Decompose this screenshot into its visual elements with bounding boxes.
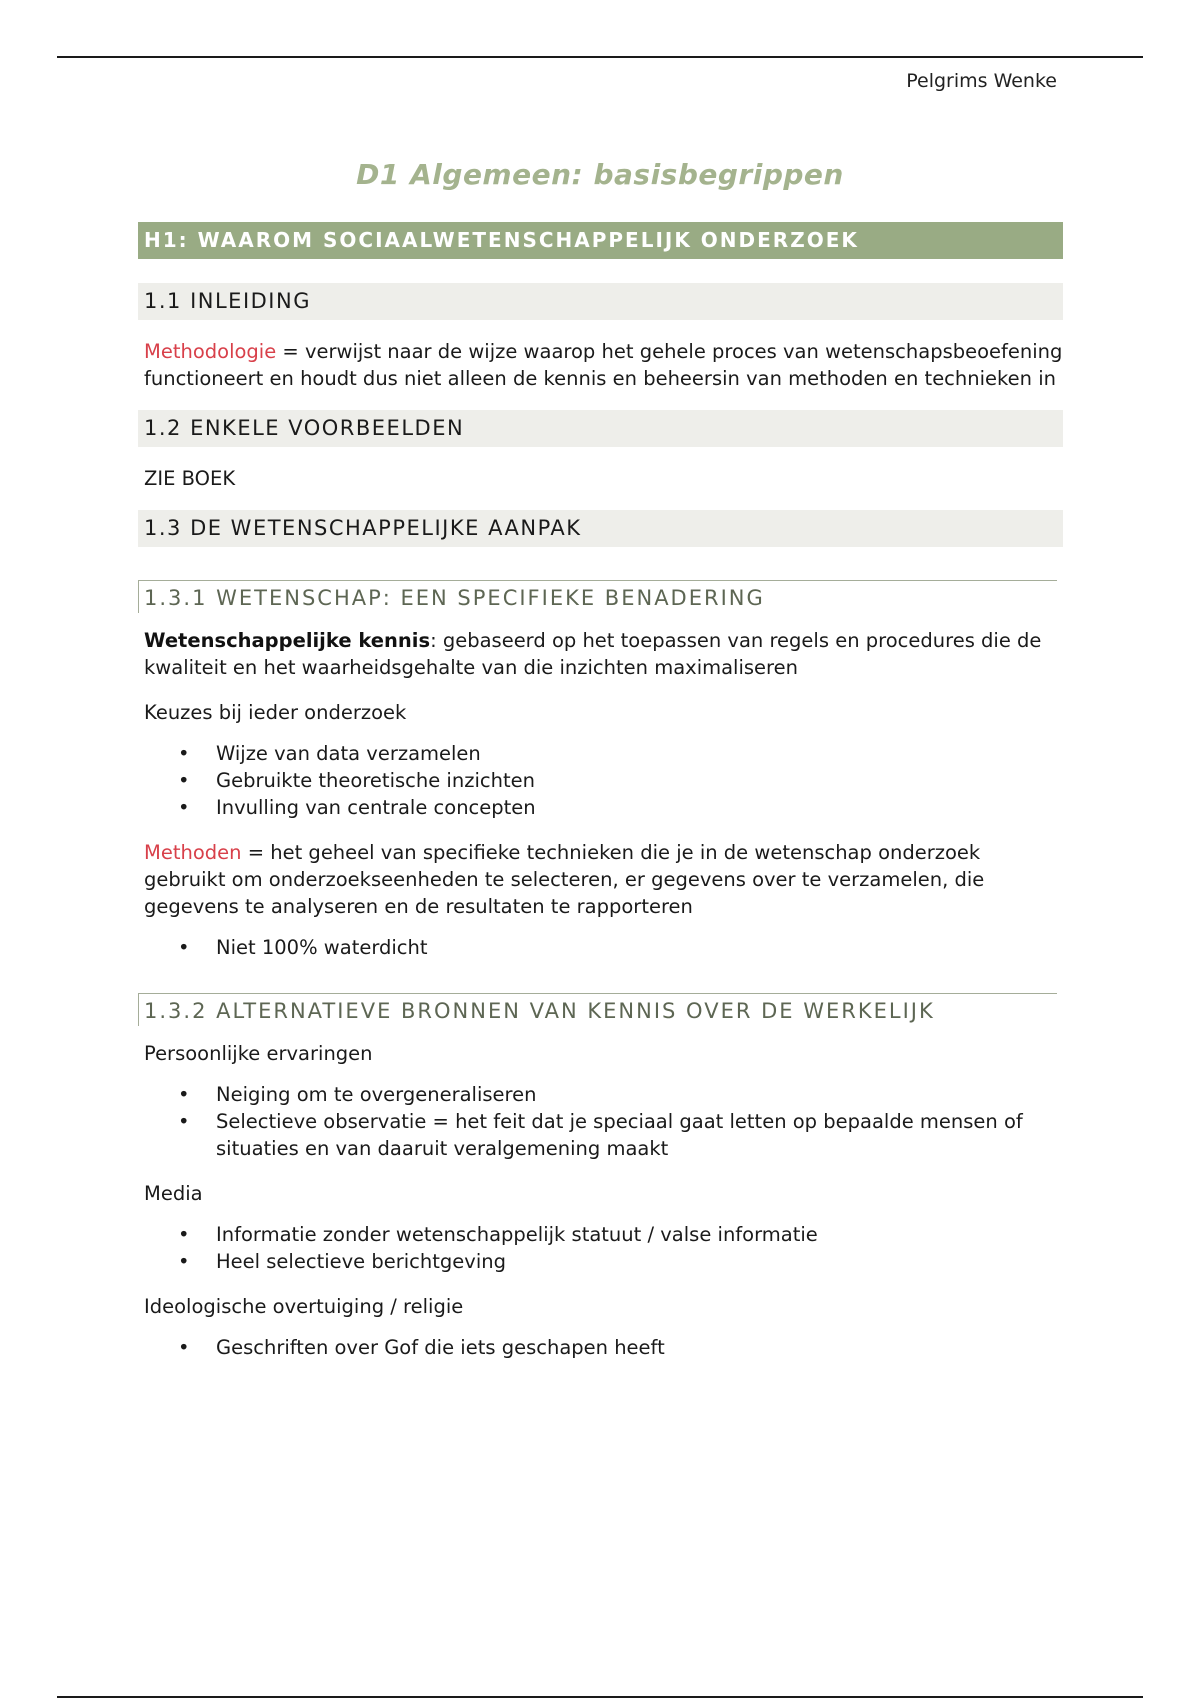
list-item: • Informatie zonder wetenschappelijk statuut / valse informatie <box>138 1221 1063 1248</box>
term-wetenschappelijke-kennis: Wetenschappelijke kennis <box>144 629 431 652</box>
list-item: • Geschriften over Gof die iets geschapen heeft <box>138 1334 1063 1361</box>
footer-rule <box>57 1696 1143 1698</box>
list-item: • Invulling van centrale concepten <box>138 794 1063 821</box>
paragraph-ideologie: Ideologische overtuiging / religie <box>144 1295 464 1318</box>
section-heading-1-3: 1.3 DE WETENSCHAPPELIJKE AANPAK <box>138 510 1063 547</box>
list-item: • Gebruikte theoretische inzichten <box>138 767 1063 794</box>
paragraph-wetenschappelijke-kennis <box>144 627 1063 681</box>
list-item: • Selectieve observatie = het feit dat je speciaal gaat letten op bepaalde mensen of situaties en van daaruit veralgemening maakt <box>138 1108 1063 1162</box>
document-title: D1 Algemeen: basisbegrippen <box>356 158 844 191</box>
list-media <box>138 1221 1063 1275</box>
term-methoden: Methoden <box>144 841 242 864</box>
list-keuzes <box>138 740 1063 821</box>
list-item: • Niet 100% waterdicht <box>138 934 1063 961</box>
section-heading-1-1: 1.1 INLEIDING <box>138 283 1063 320</box>
list-persoonlijke-ervaringen <box>138 1081 1063 1162</box>
list-item: • Neiging om te overgeneraliseren <box>138 1081 1063 1108</box>
list-ideologie <box>138 1334 1063 1361</box>
list-item: • Wijze van data verzamelen <box>138 740 1063 767</box>
term-methodologie: Methodologie <box>144 340 277 363</box>
section-heading-1-2: 1.2 ENKELE VOORBEELDEN <box>138 410 1063 447</box>
paragraph-media: Media <box>144 1182 203 1205</box>
paragraph-methodologie <box>144 338 1063 392</box>
paragraph-methoden <box>144 839 1063 920</box>
list-methoden <box>138 934 1063 961</box>
list-item: • Heel selectieve berichtgeving <box>138 1248 1063 1275</box>
paragraph-persoonlijke-ervaringen: Persoonlijke ervaringen <box>144 1042 373 1065</box>
document-body <box>138 222 1063 1379</box>
subsection-heading-1-3-1: 1.3.1 WETENSCHAP: EEN SPECIFIEKE BENADERING <box>138 580 1057 613</box>
paragraph-keuzes: Keuzes bij ieder onderzoek <box>144 701 407 724</box>
paragraph-zie-boek: ZIE BOEK <box>144 467 236 490</box>
chapter-heading: H1: WAAROM SOCIAALWETENSCHAPPELIJK ONDERZOEK <box>138 222 1063 259</box>
definition-wetenschappelijke-kennis: : gebaseerd op het toepassen van regels en procedures die de kwaliteit en het waarheidsgehalte van die inzichten maximaliseren <box>144 629 1042 679</box>
definition-methoden: = het geheel van specifieke technieken die je in de wetenschap onderzoek gebruikt om onderzoekseenheden te selecteren, er gegevens over te verzamelen, die gegevens te analyseren en de resultaten te rapporteren <box>144 841 985 918</box>
subsection-heading-1-3-2: 1.3.2 ALTERNATIEVE BRONNEN VAN KENNIS OVER DE WERKELIJK <box>138 993 1057 1026</box>
header-rule <box>57 56 1143 58</box>
definition-methodologie: = verwijst naar de wijze waarop het gehele proces van wetenschapsbeoefening functioneert en houdt dus niet alleen de kennis en beheersin van methoden en technieken in <box>144 340 1063 390</box>
header-author: Pelgrims Wenke <box>906 70 1057 92</box>
